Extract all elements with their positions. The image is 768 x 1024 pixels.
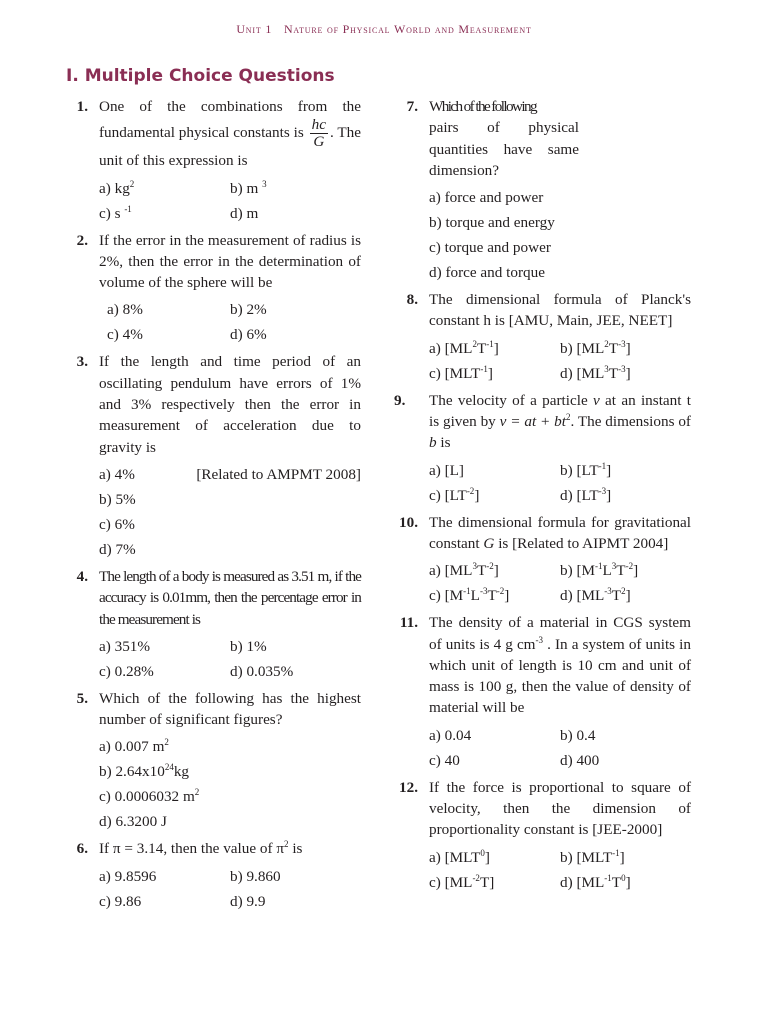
question-7: [396, 96, 691, 285]
option-b[interactable]: b) 5%: [99, 490, 136, 508]
question-number: 7.: [406, 98, 418, 115]
option-b[interactable]: b) 0.4: [560, 726, 596, 744]
question-2: [66, 230, 361, 348]
options: [99, 176, 361, 226]
option-c[interactable]: c) $[ML^{-2}T]$: [429, 872, 495, 891]
options: [429, 845, 691, 895]
option-c[interactable]: c) 0.0006032 $m^2$: [99, 787, 200, 806]
option-d[interactable]: d) m: [230, 204, 259, 222]
options: [99, 864, 361, 914]
question-stem: The velocity of a particle v at an instant t is given by v = at + $bt^2$. The dimensions of b is: [429, 391, 691, 452]
options: [429, 458, 691, 508]
option-d[interactable]: d) 9.9: [230, 892, 266, 910]
question-stem: Which of the following pairs of physical quantities have same dimension?: [429, 98, 579, 179]
option-a[interactable]: a) force and power: [429, 189, 544, 207]
option-a[interactable]: a) 4% [Related to AMPMT 2008]: [99, 462, 361, 487]
fraction: [310, 117, 328, 150]
option-d[interactable]: d) 0.035%: [230, 662, 294, 680]
question-number: 5.: [76, 689, 88, 707]
option-c[interactable]: c) $[LT^{-2}]$: [429, 485, 480, 504]
question-stem: Which of the following has the highest number of significant figures?: [99, 689, 361, 729]
question-12: [396, 777, 691, 895]
question-10: [396, 512, 691, 609]
option-a[interactable]: a) [L]: [429, 461, 464, 479]
running-head: [0, 22, 768, 37]
option-a[interactable]: a) 9.8596: [99, 867, 157, 885]
question-9: [396, 390, 691, 508]
question-stem: If the error in the measurement of radius is 2%, then the error in the determination of volume of the sphere will be: [99, 231, 361, 292]
option-b[interactable]: b) $[MLT^{-1}]$: [560, 847, 625, 866]
option-b[interactable]: b) $2.64x10^{24}kg$: [99, 762, 189, 781]
option-c[interactable]: c) 40: [429, 751, 460, 769]
option-a[interactable]: a) $[ML^3T^{-2}]$: [429, 561, 499, 580]
exam-tag: [Related to AMPMT 2008]: [196, 465, 361, 483]
question-stem: The dimensional formula for gravitational constant G is [Related to AIPMT 2004]: [429, 513, 691, 552]
option-b[interactable]: b) 2%: [230, 301, 267, 319]
left-column: [66, 96, 361, 918]
options: [429, 723, 691, 773]
question-stem: If the force is proportional to square of velocity, then the dimension of proportionality constant is [JEE-2000]: [429, 778, 691, 839]
option-c[interactable]: c) 6%: [99, 515, 135, 533]
option-b[interactable]: b) 1%: [230, 637, 267, 655]
question-number: 1.: [76, 98, 88, 115]
option-c[interactable]: c) 0.28%: [99, 662, 154, 680]
option-d[interactable]: d) 7%: [99, 540, 136, 558]
option-a[interactable]: a) 351%: [99, 637, 151, 655]
question-number: 2.: [76, 231, 88, 249]
question-number: 4.: [76, 567, 88, 585]
option-c[interactable]: c) 9.86: [99, 892, 142, 910]
stem-text: . The unit of this expression is: [99, 124, 361, 170]
option-a[interactable]: a) 0.04: [429, 726, 472, 744]
option-d[interactable]: d) 6%: [230, 326, 267, 344]
option-d[interactable]: d) 400: [560, 751, 600, 769]
option-d[interactable]: d) force and torque: [429, 264, 545, 282]
question-number: 11.: [399, 614, 418, 632]
question-number: 12.: [399, 778, 418, 796]
options: [99, 634, 361, 684]
section-title: I. Multiple Choice Questions: [66, 66, 335, 86]
option-d[interactable]: d) $[LT^{-3}]$: [560, 485, 612, 504]
option-b[interactable]: b) $[LT^{-1}]$: [560, 460, 612, 479]
option-c[interactable]: c) torque and power: [429, 239, 551, 257]
question-3: [66, 351, 361, 561]
options: [429, 336, 691, 386]
option-a[interactable]: a) $[ML^2T^{-1}]$: [429, 338, 499, 357]
question-stem: The length of a body is measured as 3.51 m, if the accuracy is 0.01mm, then the percentage error in the measurement is: [99, 567, 361, 628]
question-4: [66, 566, 361, 684]
question-1: [66, 96, 361, 226]
option-b[interactable]: b) $[ML^2T^{-3}]$: [560, 338, 631, 357]
option-c[interactable]: c) $[MLT^{-1}]$: [429, 363, 493, 382]
question-stem: If the length and time period of an oscillating pendulum have errors of 1% and 3% respectively then the error in measurement of acceleration due to gravity is: [99, 353, 361, 456]
options: [429, 558, 691, 608]
question-stem: [99, 96, 361, 172]
option-b[interactable]: b) m $^3$: [230, 178, 267, 197]
option-b[interactable]: b) 9.860: [230, 867, 281, 885]
options: [99, 462, 361, 562]
option-b[interactable]: b) $[M^{-1}L^3T^{-2}]$: [560, 561, 639, 580]
chapter-title: Nature of Physical World and Measurement: [283, 22, 532, 36]
question-number: 10.: [399, 513, 418, 531]
option-c[interactable]: c) s $^{-1}$: [99, 203, 132, 222]
question-stem: If π = 3.14, then the value of $\pi^2$ is: [99, 839, 303, 858]
question-11: [396, 612, 691, 772]
option-c[interactable]: c) 4%: [107, 326, 143, 344]
stem-text: One of the combinations from the fundamental physical constants is: [99, 98, 361, 142]
question-number: 3.: [76, 353, 88, 371]
question-number: 8.: [406, 291, 418, 309]
question-number: 9.: [394, 391, 406, 409]
option-b[interactable]: b) torque and energy: [429, 214, 555, 232]
right-column: [396, 96, 691, 899]
option-d[interactable]: d) $[ML^{-1}T^0]$: [560, 872, 631, 891]
options: [429, 185, 691, 285]
question-8: [396, 289, 691, 386]
fraction-denominator: G: [313, 133, 325, 151]
question-number: 6.: [76, 840, 88, 858]
question-stem: The density of a material in CGS system of units is 4 g $cm^{-3}$ . In a system of units in which unit of length is 10 cm and unit of mass is 100 g, then the value of density of material will be: [429, 614, 691, 717]
option-a[interactable]: a) 8%: [107, 301, 143, 319]
option-d[interactable]: d) $[ML^{-3}T^2]$: [560, 586, 631, 605]
option-c[interactable]: c) $[M^{-1}L^{-3}T^{-2}]$: [429, 586, 510, 605]
option-a[interactable]: a) 0.007 $m^2$: [99, 737, 169, 756]
question-5: [66, 688, 361, 835]
fraction-numerator: hc: [311, 116, 326, 134]
question-stem: The dimensional formula of Planck's constant h is [AMU, Main, JEE, NEET]: [429, 291, 691, 330]
option-a[interactable]: a) [MLT$^0$]: [429, 847, 490, 866]
options: [99, 734, 361, 834]
option-d[interactable]: d) 6.3200 J: [99, 813, 167, 831]
option-d[interactable]: d) $[ML^3T^{-3}]$: [560, 363, 631, 382]
unit-label: Unit 1: [236, 22, 273, 36]
options: [99, 297, 361, 347]
option-a[interactable]: a) $kg^2$: [99, 178, 135, 197]
question-6: [66, 838, 361, 913]
